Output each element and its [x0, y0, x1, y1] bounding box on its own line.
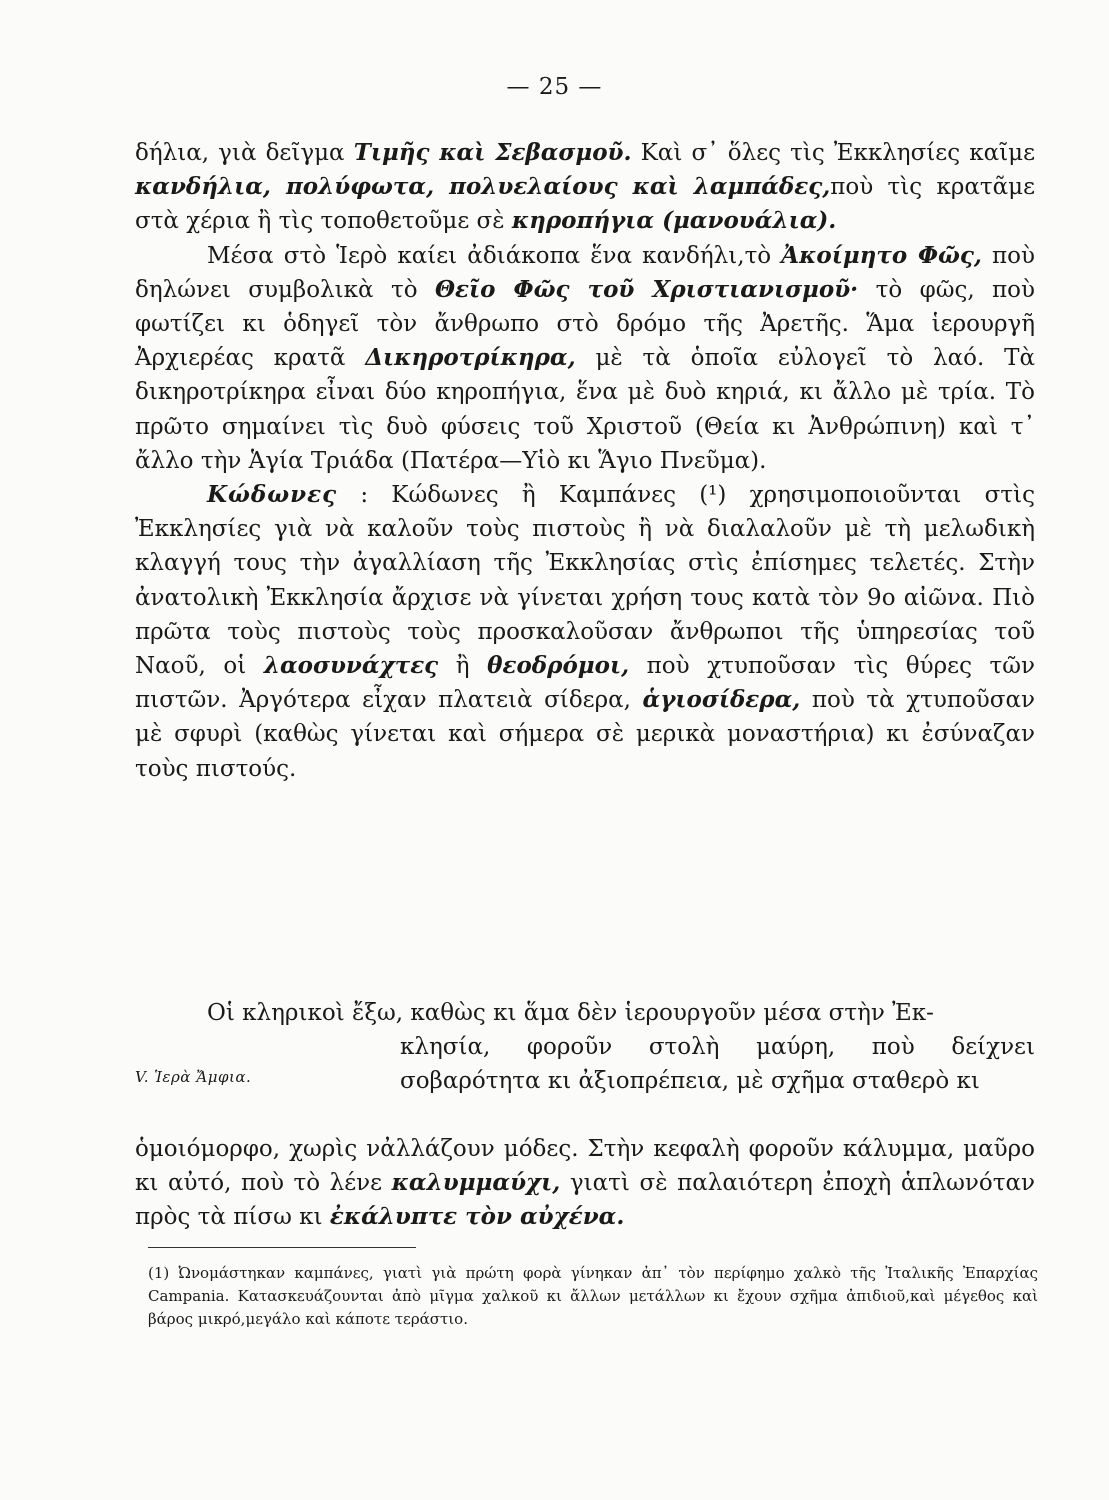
- text-run: ἢ: [438, 653, 488, 680]
- emphasis-covered-neck: ἐκάλυπτε τὸν αὐχένα.: [329, 1203, 625, 1231]
- text-run: ποὺ χτυποῦσαν τὶς θύρες τῶν πιστῶν. Ἀργότερα εἶχαν πλατειὰ σίδερα,: [135, 653, 1035, 714]
- paragraph-bells: [135, 478, 1035, 786]
- text-run: γιατὶ σὲ παλαιότερη ἐποχὴ ἁπλωνόταν πρὸς τὰ πίσω κι: [135, 1170, 1035, 1231]
- text-run: ποὺ τὶς κρατᾶμε στὰ χέρια ἢ τὶς τοποθετοῦμε σὲ: [135, 174, 1035, 235]
- page-number: — 25 —: [506, 74, 603, 100]
- text-run: δήλια, γιὰ δεῖγμα: [135, 140, 354, 166]
- section-vestments: [135, 996, 1035, 1235]
- text-run: Καὶ σ᾽ ὅλες τὶς Ἐκκλησίες καῖμε: [631, 140, 1035, 166]
- paragraph-eternal-light: [135, 239, 1035, 478]
- emphasis-candlesticks: κηροπήγια (μανουάλια).: [511, 207, 837, 235]
- emphasis-lamps: κανδήλια, πολύφωτα, πολυελαίους καὶ λαμπάδες,: [135, 173, 831, 201]
- footnote: (1) Ὠνομάστηκαν καμπάνες, γιατὶ γιὰ πρώτη φορὰ γίνηκαν ἀπ᾽ τὸν περίφημο χαλκὸ τῆς Ἰταλικῆς Ἐπαρχίας Campania. Κατασκευάζουνται ἀπὸ μῖγμα χαλκοῦ κι ἄλλων μετάλλων κι ἔχουν σχῆμα ἀπιδιοῦ,καὶ μέγεθος καὶ βάρος μικρό,μεγάλο καὶ κάποτε τεράστιο.: [148, 1264, 1038, 1328]
- emphasis-agiosidera: ἁγιοσίδερα,: [642, 686, 801, 714]
- emphasis-honor-respect: Τιμῆς καὶ Σεβασμοῦ.: [353, 139, 632, 166]
- section-first-line: Οἱ κληρικοὶ ἔξω, καθὼς κι ἅμα δὲν ἱερουργοῦν μέσα στὴν Ἐκ-: [207, 1000, 934, 1026]
- paragraph-lamps-continued: [135, 136, 1035, 239]
- emphasis-theodromoi: θεοδρόμοι,: [487, 652, 630, 680]
- text-run: ποὺ τὰ χτυποῦσαν μὲ σφυρὶ (καθὼς γίνεται καὶ σήμερα σὲ μερικὰ μοναστήρια) κι ἐσύναζαν τοὺς πιστούς.: [135, 687, 1035, 782]
- footnote-divider: [148, 1247, 416, 1248]
- emphasis-kalymmafchi: καλυμμαύχι,: [391, 1169, 561, 1197]
- section-side-text: κλησία, φοροῦν στολὴ μαύρη, ποὺ δείχνει σοβαρότητα κι ἀξιοπρέπεια, μὲ σχῆμα σταθερὸ κι: [400, 1034, 1035, 1095]
- emphasis-laosynachtes: λαοσυνάχτες: [263, 652, 439, 680]
- text-run: ὁμοιόμορφο, χωρὶς νἀλλάζουν μόδες. Στὴν κεφαλὴ φοροῦν κάλυμμα, μαῦρο κι αὐτό, ποὺ τὸ λένε: [135, 1136, 1035, 1197]
- section-side-heading: V. Ἱερὰ Ἄμφια.: [135, 1068, 252, 1086]
- text-run: ποὺ δηλώνει συμβολικὰ τὸ: [135, 242, 1036, 303]
- emphasis-dikirotrikira: Δικηροτρίκηρα,: [365, 344, 576, 372]
- section-opening: [135, 996, 1035, 1132]
- text-run: μὲ τὰ ὁποῖα εὐλογεῖ τὸ λαό. Τὰ δικηροτρίκηρα εἶναι δύο κηροπήγια, ἕνα μὲ δυὸ κηριά, κι ἄλλο μὲ τρία. Τὸ πρῶτο σημαίνει τὶς δυὸ φύσεις τοῦ Χριστοῦ (Θεία κι Ἀνθρώπινη) καὶ τ᾽ ἄλλο τὴν Ἁγία Τριάδα (Πατέρα—Υἱὸ κι Ἅγιο Πνεῦμα).: [135, 345, 1035, 474]
- text-run: : Κώδωνες ἢ Καμπάνες (¹) χρησιμοποιοῦνται στὶς Ἐκκλησίες γιὰ νὰ καλοῦν τοὺς πιστοὺς ἢ νὰ διαλαλοῦν μὲ τὴ μελωδικὴ κλαγγή τους τὴν ἀγαλλίαση τῆς Ἐκκλησίας στὶς ἐπίσημες τελετές. Στὴν ἀνατολικὴ Ἐκκλησία ἄρχισε νὰ γίνεται χρήση τους κατὰ τὸν 9ο αἰῶνα. Πιὸ πρῶτα τοὺς πιστοὺς τοὺς προσκαλοῦσαν ἄνθρωποι τῆς ὑπηρεσίας τοῦ Ναοῦ, οἱ: [135, 482, 1035, 680]
- text-run: τὸ φῶς, ποὺ φωτίζει κι ὁδηγεῖ τὸν ἄνθρωπο στὸ δρόμο τῆς Ἀρετῆς. Ἅμα ἱερουργῆ Ἀρχιερέας κρατᾶ: [135, 276, 1035, 372]
- heading-bells: Κώδωνες: [207, 481, 338, 509]
- main-text: [135, 136, 1035, 786]
- emphasis-divine-light: Θεῖο Φῶς τοῦ Χριστιανισμοῦ·: [434, 275, 859, 303]
- emphasis-eternal-light: Ἀκοίμητο Φῶς,: [781, 241, 982, 269]
- text-run: Μέσα στὸ Ἱερὸ καίει ἀδιάκοπα ἕνα κανδήλι,τὸ: [207, 242, 782, 269]
- section-continuation: [135, 1132, 1035, 1235]
